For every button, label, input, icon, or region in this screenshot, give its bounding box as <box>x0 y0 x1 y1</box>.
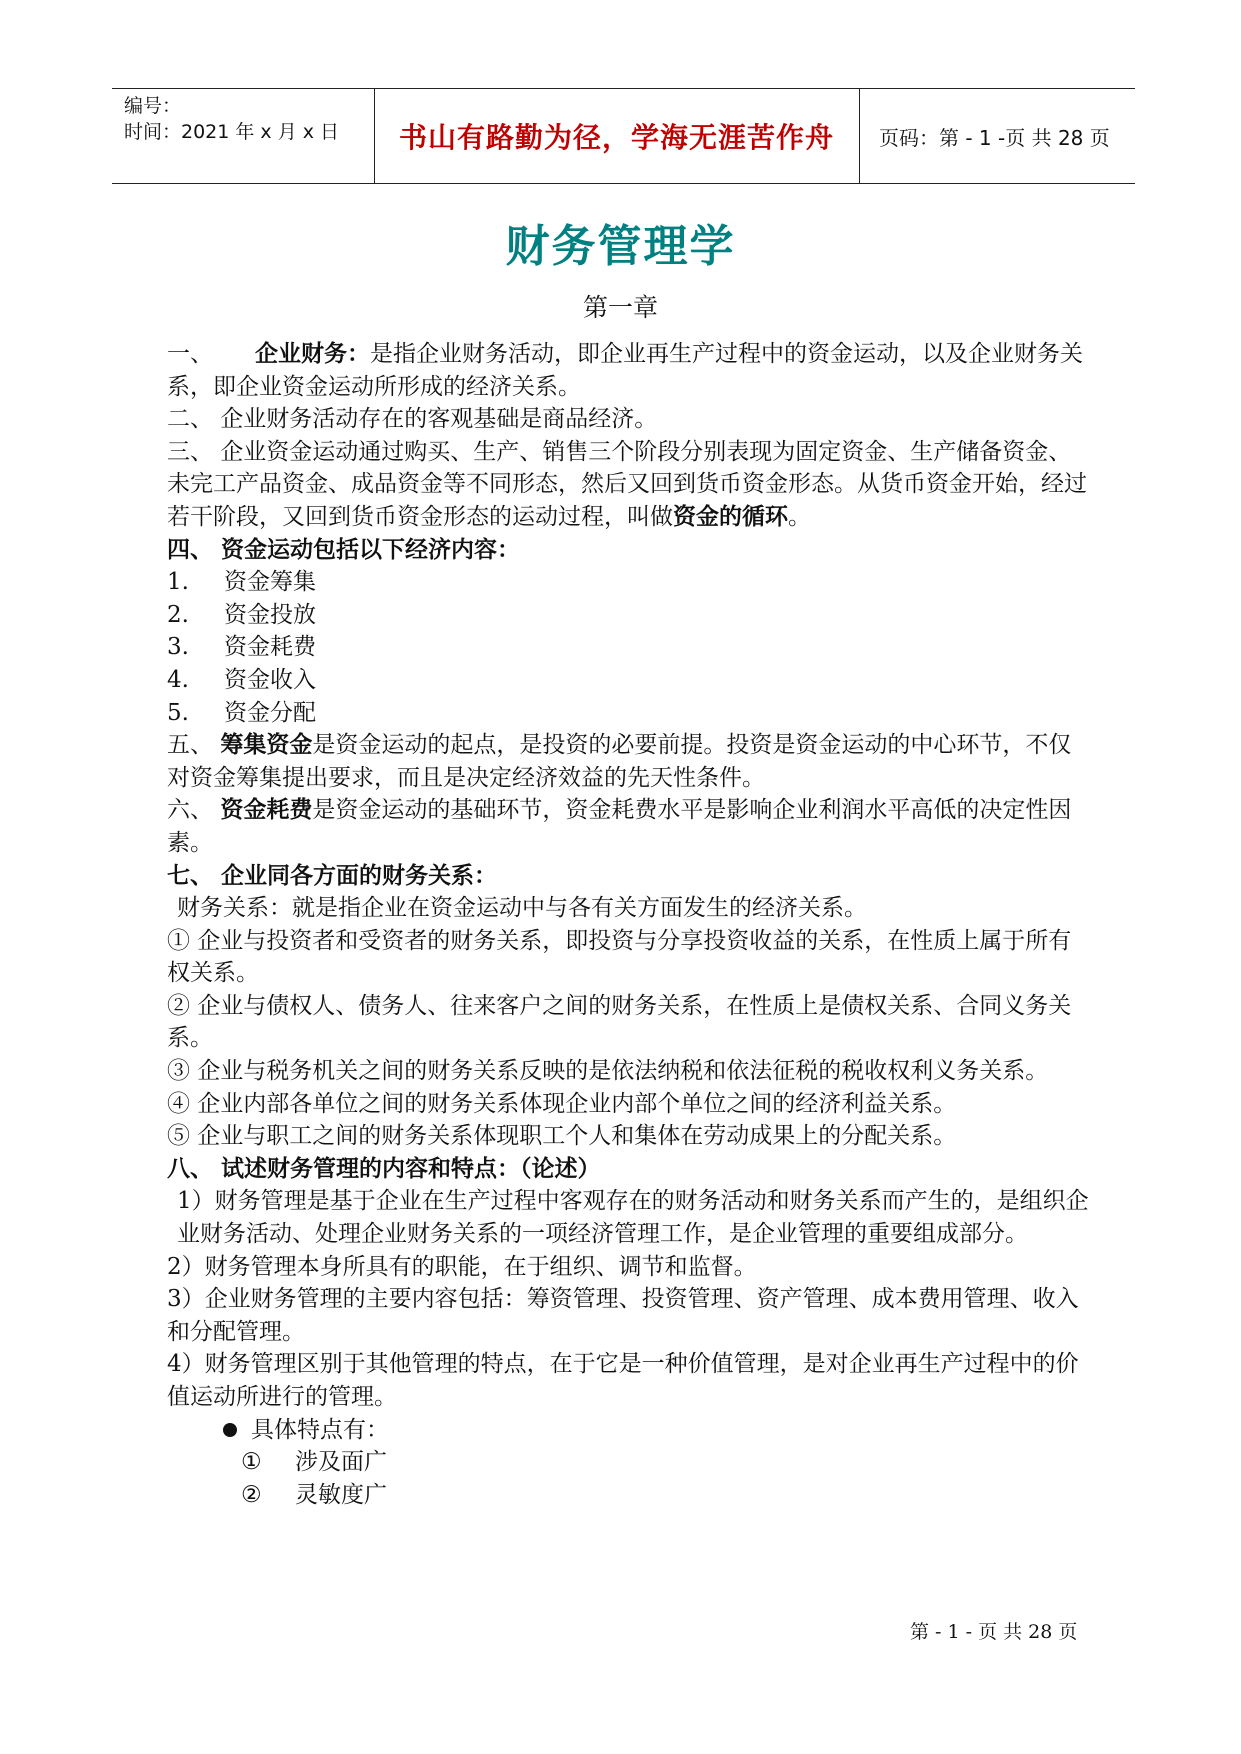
relation-item: ① 企业与投资者和受资者的财务关系，即投资与分享投资收益的关系，在性质上属于所有权关系。 <box>167 927 1072 987</box>
content-item: 3）企业财务管理的主要内容包括：筹资管理、投资管理、资产管理、成本费用管理、收入和分配管理。 <box>167 1286 1079 1345</box>
bullet-item: 具体特点有： <box>167 1414 1092 1447</box>
feature-number: ② <box>241 1481 262 1508</box>
list-number: 5. <box>167 699 189 726</box>
feature-item <box>167 1446 1092 1479</box>
bullet-dot-icon <box>223 1423 237 1437</box>
header-divider <box>859 89 860 183</box>
list-number: 4. <box>167 666 189 693</box>
content-item: 2）财务管理本身所具有的职能，在于组织、调节和监督。 <box>167 1253 757 1280</box>
document-header <box>112 88 1135 184</box>
term-capital-cycle: 资金的循环 <box>673 502 788 530</box>
list-text: 资金分配 <box>224 699 316 726</box>
relation-item: ② 企业与债权人、债务人、往来客户之间的财务关系，在性质上是债权关系、合同义务关系。 <box>167 992 1072 1052</box>
section-7-heading: 七、 企业同各方面的财务关系： <box>167 861 498 889</box>
feature-text: 灵敏度广 <box>295 1481 387 1508</box>
list-text: 资金耗费 <box>224 634 316 661</box>
chapter-heading: 第一章 <box>582 293 658 322</box>
content-item: 4）财务管理区别于其他管理的特点，在于它是一种价值管理，是对企业再生产过程中的价值运动所进行的管理。 <box>167 1351 1079 1410</box>
list-item <box>167 599 1092 632</box>
list-text: 资金投放 <box>224 601 316 628</box>
header-motto: 书山有路勤为径，学海无涯苦作舟 <box>398 121 834 154</box>
term-raising-capital: 筹集资金 <box>220 731 313 759</box>
list-item <box>167 566 1092 599</box>
list-item <box>167 631 1092 664</box>
section-3: 三、 企业资金运动通过购买、生产、销售三个阶段分别表现为固定资金、生产储备资金、未完工产品资金、成品资金等不同形态，然后又回到货币资金形态。从货币资金开始，经过若干阶段，又回到货币资金形态的运动过程，叫做资金的循环。 <box>167 438 1087 530</box>
feature-text: 涉及面广 <box>295 1449 387 1476</box>
list-item <box>167 697 1092 730</box>
time-label: 时间：2021 年 x 月 x 日 <box>124 121 340 143</box>
section-2: 二、 企业财务活动存在的客观基础是商品经济。 <box>167 406 658 433</box>
relation-item: ③ 企业与税务机关之间的财务关系反映的是依法纳税和依法征税的税收权利义务关系。 <box>167 1058 1049 1085</box>
feature-number: ① <box>241 1449 262 1476</box>
list-number: 1. <box>167 569 189 596</box>
section-text: 是指企业财务活动，即企业再生产过程中的资金运动，以及企业财务关系，即企业资金运动所形成的经济关系。 <box>167 341 1083 400</box>
relation-item: ④ 企业内部各单位之间的财务关系体现企业内部个单位之间的经济利益关系。 <box>167 1090 957 1117</box>
list-item <box>167 664 1092 697</box>
section-5: 五、 筹集资金是资金运动的起点，是投资的必要前提。投资是资金运动的中心环节，不仅对资金筹集提出要求，而且是决定经济效益的先天性条件。 <box>167 731 1072 791</box>
term-capital-consumption: 资金耗费 <box>220 796 313 824</box>
number-label: 编号： <box>124 95 182 117</box>
list-number: 3. <box>167 634 189 661</box>
list-text: 资金筹集 <box>224 569 316 596</box>
section-number: 一、 <box>167 341 213 367</box>
term-enterprise-finance: 企业财务： <box>255 340 370 367</box>
section-4-heading: 四、 资金运动包括以下经济内容： <box>167 535 521 563</box>
section-1 <box>167 338 1092 403</box>
page-footer: 第 - 1 - 页 共 28 页 <box>910 1621 1078 1643</box>
page-title: 财务管理学 <box>505 221 736 272</box>
header-page-label: 页码：第 - 1 -页 共 28 页 <box>879 125 1110 150</box>
document-body <box>167 338 1092 1511</box>
section-6: 六、 资金耗费是资金运动的基础环节，资金耗费水平是影响企业利润水平高低的决定性因素。 <box>167 796 1072 856</box>
relation-item: ⑤ 企业与职工之间的财务关系体现职工个人和集体在劳动成果上的分配关系。 <box>167 1123 957 1150</box>
list-number: 2. <box>167 601 189 628</box>
content-item: 1）财务管理是基于企业在生产过程中客观存在的财务活动和财务关系而产生的，是组织企业财务活动、处理企业财务关系的一项经济管理工作，是企业管理的重要组成部分。 <box>177 1188 1089 1248</box>
list-text: 资金收入 <box>224 666 316 693</box>
feature-item <box>167 1479 1092 1512</box>
section-text: 三、 企业资金运动通过购买、生产、销售三个阶段分别表现为固定资金、生产储备资金、未完工产品资金、成品资金等不同形态，然后又回到货币资金形态。从货币资金开始，经过若干阶段，又回到货币资金形态的运动过程，叫做 <box>167 438 1087 530</box>
section-7-intro: 财务关系：就是指企业在资金运动中与各有关方面发生的经济关系。 <box>177 895 867 922</box>
section-8-heading: 八、 试述财务管理的内容和特点：（论述） <box>167 1154 601 1182</box>
